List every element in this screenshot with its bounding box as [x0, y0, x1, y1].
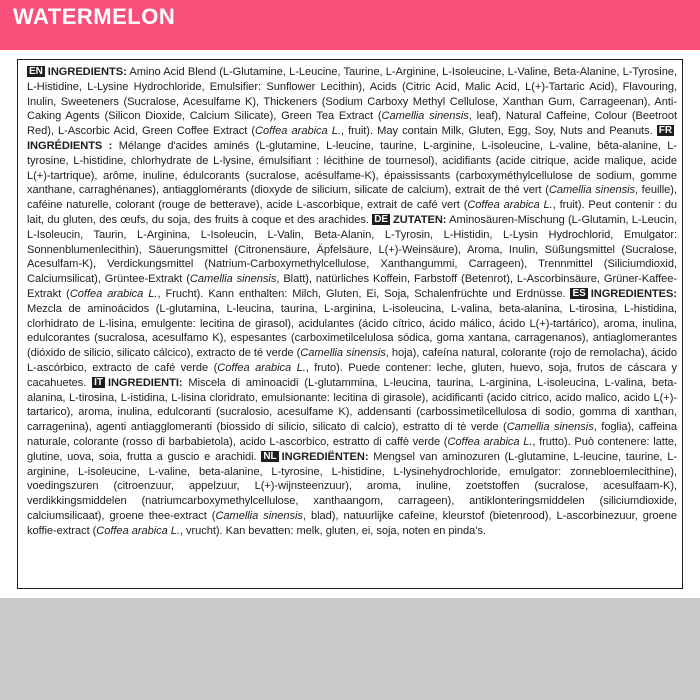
ingredient-text: Amino Acid Blend (L-Glutamine, L-Leucine, Taurine, L-Arginine, L-Isoleucine, L-Valine, Beta-Alanine, L-Tyrosine, L-Histidine, L-Lysine Hydrochloride, Emulsifier: Sunflower Lecithin), Acids (Citric Acid, Malic Acid, L(+)-Tartaric Acid), Flavouring, Inulin, Sweeteners (Sucralose, Acesulfame K), Thickeners (Sodium Carboxy Methyl Cellulose, Xanthan Gum, Carrageenan), Anti-Caking Agents (Silicon Dioxide, Calcium Silicate), Green Tea Extract (	[27, 66, 677, 123]
botanical-name: Coffea arabica L.	[217, 361, 306, 374]
language-badge-de: DE	[374, 213, 389, 225]
language-badge-es: ES	[572, 287, 586, 299]
ingredient-text: , vrucht). Kan bevatten: melk, gluten, ei, soja, noten en pinda's.	[179, 524, 486, 537]
ingredient-text: , leaf), Natural Caffeine, Colour (Beetroot Red), L-Ascorbic Acid, Green Coffee Extract (	[27, 110, 678, 138]
ingredient-text: , frutto). Può contenere: latte, glutine, uova, soia, frutta a guscio e arachidi.	[27, 435, 678, 463]
language-badge-en: EN	[29, 66, 43, 77]
ingredients-text	[27, 65, 677, 539]
botanical-name: Coffea arabica L.	[467, 199, 553, 212]
language-badge-nl: NL	[263, 450, 277, 462]
section-heading-de: ZUTATEN:	[393, 213, 447, 226]
ingredient-text: , hoja), cafeína natural, colorante (rojo de remolacha), ácido L-ascórbico, extracto de café verde (	[27, 347, 677, 374]
section-heading-it: INGREDIENTI:	[107, 376, 183, 389]
language-badge-fr: FR	[658, 125, 672, 137]
product-title: WATERMELON	[13, 4, 176, 29]
botanical-name: Coffea arabica L.	[447, 435, 533, 448]
ingredient-text: , Frucht). Kann enthalten: Milch, Gluten, Ei, Soja, Schalenfrüchte und Erdnüsse.	[157, 287, 571, 300]
ingredient-text: , blad), natuurlijke cafeïne, kleurstof (bietenrood), L-ascorbinezuur, groene koffie-extract (	[27, 509, 677, 537]
ingredient-text: , fruto). Puede contener: leche, gluten, huevo, soja, frutos de cáscara y cacahuetes.	[27, 361, 678, 389]
ingredient-text: , feuille), caféine naturelle, colorant (rouge de betterave), acide L-ascorbique, extrait de café vert (	[27, 184, 677, 212]
footer-band	[0, 598, 700, 700]
ingredient-text: , fruit). Peut contenir : du lait, du gluten, des œufs, du soja, des fruits à coque et des arachides.	[27, 199, 678, 226]
botanical-name: Camellia sinensis	[381, 110, 469, 123]
botanical-name: Camellia sinensis	[300, 347, 386, 360]
botanical-name: Camellia sinensis	[548, 184, 635, 197]
ingredient-text: , fruit). May contain Milk, Gluten, Egg, Soy, Nuts and Peanuts.	[340, 125, 657, 138]
section-heading-en: INGREDIENTS:	[47, 66, 127, 78]
ingredient-text: , foglia), caffeina naturale, colorante (rosso di barbabietola), acido L-ascorbico, estratto di caffè verde (	[27, 421, 677, 448]
botanical-name: Camellia sinensis	[189, 273, 277, 286]
ingredient-text: , Blatt), natürliches Koffein, Farbstoff (Betenrot), L-Ascorbinsäure, Grüner-Kaffee-Extrakt (	[27, 273, 677, 300]
botanical-name: Camellia sinensis	[506, 421, 594, 434]
ingredient-text: Mélange d'acides aminés (L-glutamine, L-leucine, taurine, L-arginine, L-isoleucine, L-valine, bêta-alanine, L-tyrosine, L-histidine, chlorhydrate de L-lysine, émulsifiant : lécithine de tournesol), acidifiants (acide citrique, acide malique, acide L(+)-tartrique), arôme, inuline, édulcorants (sucralose, acésulfame-K), épaississants (carboxyméthylcellulose de sodium, gomme xanthane, carraghénanes), antiagglomérants (dioxyde de silicium, silicate de calcium), extrait de thé vert (	[27, 139, 677, 197]
botanical-name: Camellia sinensis	[215, 509, 303, 522]
section-heading-fr: INGRÉDIENTS :	[27, 139, 113, 152]
section-heading-es: INGREDIENTES:	[590, 287, 677, 300]
ingredient-text: Aminosäuren-Mischung (L-Glutamin, L-Leucin, L-Isoleucin, Taurin, L-Arginina, L-Isoleucin, L-Valin, Beta-Alanin, L-Tyrosin, L-Histidin, L-Lysin Hydrochlorid, Emulgator: Sonnenblumenlecithin), Säuerungsmittel (Citronensäure, Äpfelsäure, L(+)-Weinsäure), Aroma, Inulin, Süßungsmittel (Sucralose, Acesulfam-K), Verdickungsmittel (Natrium-Carboxymethylcellulose, Xanthangummi, Carrageen), Trennmittel (Siliciumdioxid, Calciumsilicat), Grüntee-Extrakt (	[27, 213, 677, 286]
ingredient-text: Mengsel van aminozuren (L-glutamine, L-leucine, taurine, L-arginine, L-isoleucine, L-valine, beta-alanine, L-tyrosine, L-histidine, L-lysinehydrochloride, emulgator: zonnebloemlecithine), voedingszuren (citroenzuur, appelzuur, L(+)-wijnsteenzuur), aroma, inuline, zoetstoffen (sucralose, acesulfaam-K), verdikkingsmiddelen (natriumcarboxymethylcellulose, xanthaangom, carrageen), antiklonteringsmiddelen (siliciumdioxide, calciumsilicaat), groene thee-extract (	[27, 450, 677, 522]
ingredient-text: Mezcla de aminoácidos (L-glutamina, L-leucina, taurina, L-arginina, L-isoleucina, L-valina, beta-alanina, L-tirosina, L-histidina, clorhidrato de L-lisina, emulgente: lecitina de girasol), acidulantes (ácido cítrico, ácido málico, ácido L(+)-tartárico), aroma, inulina, edulcorantes (sucralosa, acesulfamo K), espesantes (carboximetilcelulosa sódica, goma xantana, carragenanos), antiaglomerantes (dióxido de silicio, silicato cálcico), extracto de té verde (	[27, 302, 677, 360]
section-heading-nl: INGREDIËNTEN:	[281, 450, 369, 463]
header-banner	[0, 0, 700, 50]
botanical-name: Coffea arabica L.	[69, 287, 158, 300]
ingredient-text: Miscela di aminoacidi (L-glutammina, L-leucina, taurina, L-arginina, L-isoleucina, L-valina, beta-alanina, L-tirosina, L-istidina, L-lisina cloridrato, emulsionante: lecitina di girasole), acidificanti (acido citrico, acido malico, acido L(+)-tartarico), aroma, inulina, edulcoranti (sucralosio, acesulfame K), addensanti (carbossimetilcellulosa di sodio, gomma di xanthan, carragenina), agenti antiagglomeranti (biossido di silicio, silicato di calcio), estratto di tè verde (	[27, 376, 677, 434]
botanical-name: Coffea arabica L.	[255, 125, 341, 138]
botanical-name: Coffea arabica L.	[96, 524, 180, 537]
language-badge-it: IT	[94, 376, 103, 388]
